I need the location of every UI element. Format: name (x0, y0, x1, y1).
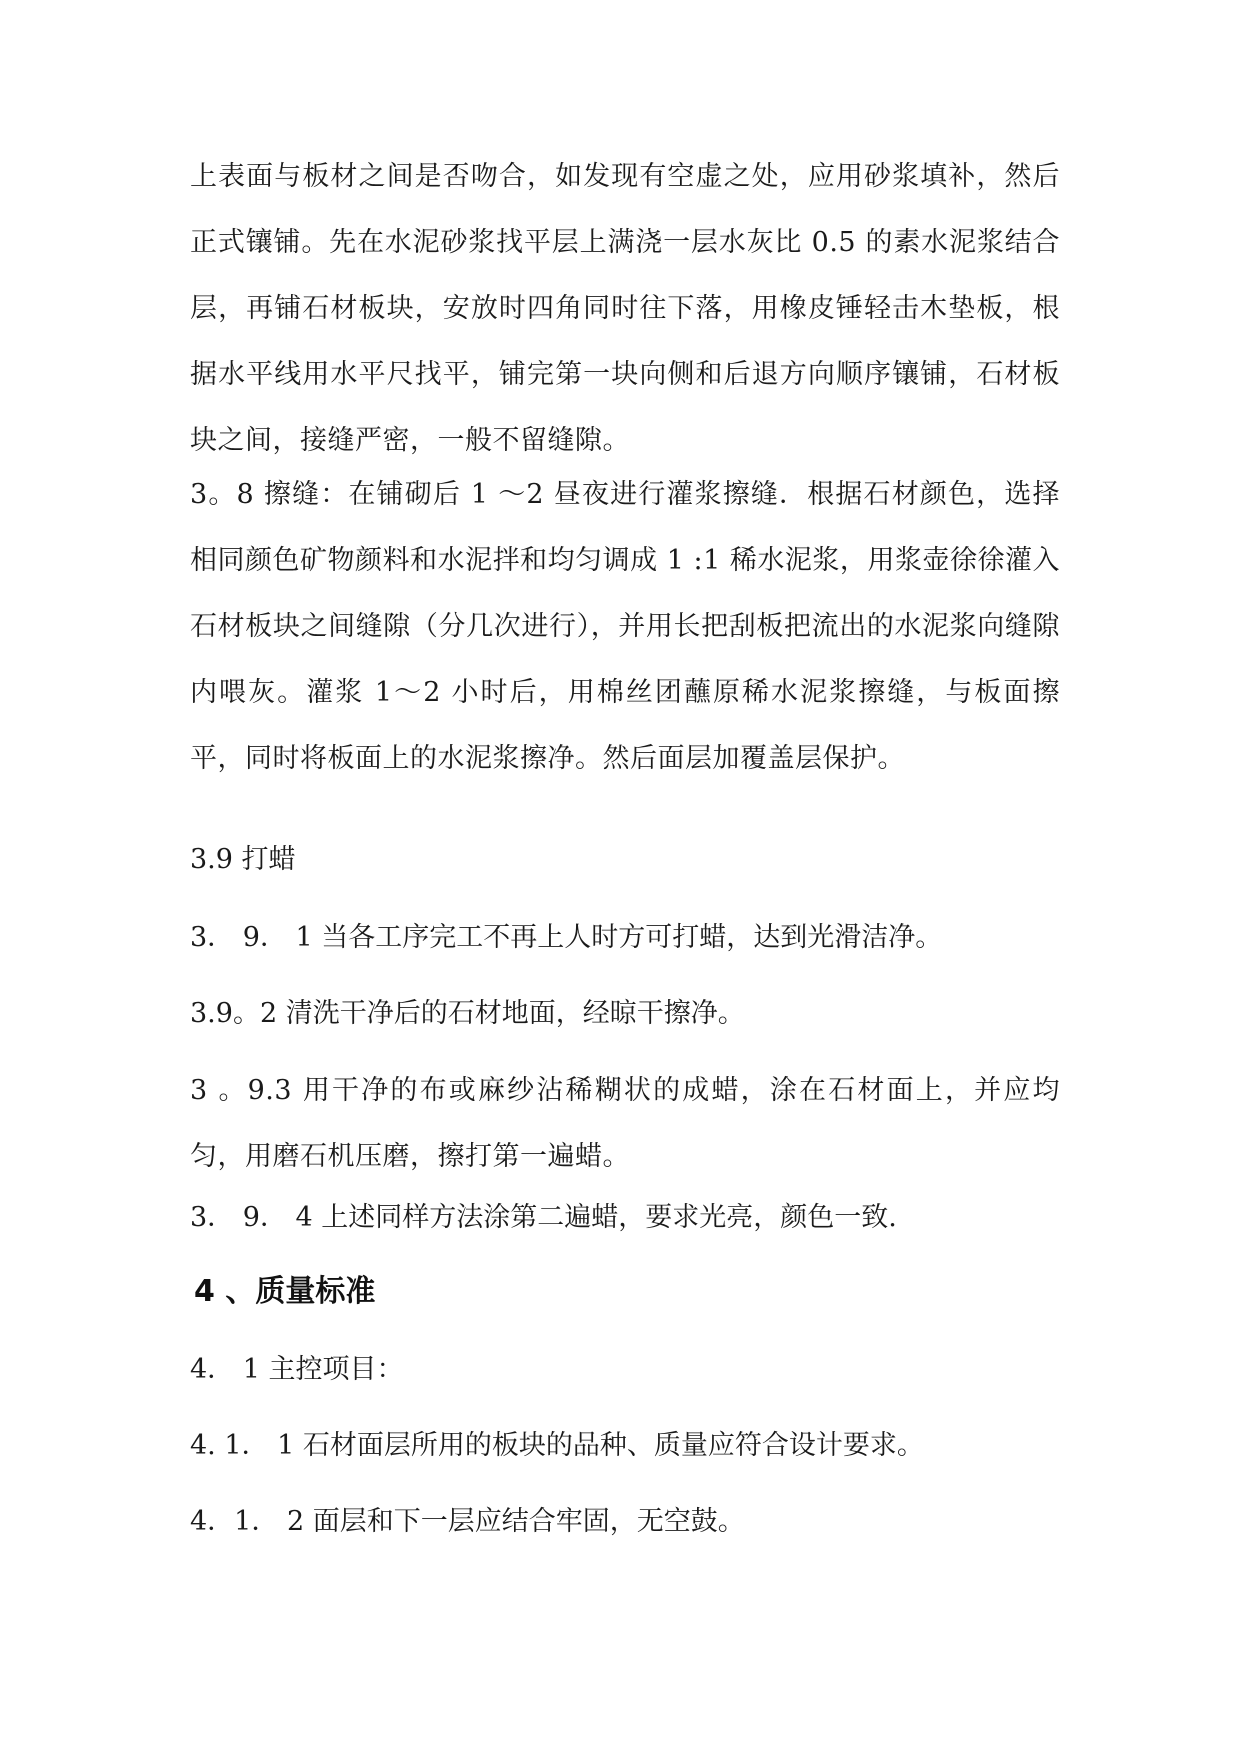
paragraph-3-9-4: 3． 9． 4 上述同样方法涂第二遍蜡，要求光亮，颜色一致. (190, 1202, 897, 1233)
paragraph-3-9-1: 3． 9． 1 当各工序完工不再上人时方可打蜡，达到光滑洁净。 (190, 922, 943, 953)
paragraph-paving-procedure: 上表面与板材之间是否吻合，如发现有空虚之处，应用砂浆填补，然后正式镶铺。先在水泥砂浆找平层上满浇一层水灰比 0.5 的素水泥浆结合层，再铺石材板块，安放时四角同时往下落，用橡皮锤轻击木垫板，根据水平线用水平尺找平，铺完第一块向侧和后退方向顺序镶铺，石材板块之间，接缝严密，一般不留缝隙。 (190, 161, 1060, 456)
heading-4-1-main-control-items: 4． 1 主控项目： (190, 1354, 404, 1385)
heading-3-9-waxing: 3.9 打蜡 (190, 844, 296, 875)
section-heading-quality-standard: 4 、质量标准 (194, 1274, 376, 1309)
paragraph-3-9-3: 3 。9.3 用干净的布或麻纱沾稀糊状的成蜡，涂在石材面上，并应均匀，用磨石机压磨，擦打第一遍蜡。 (190, 1075, 1060, 1172)
paragraph-4-1-2: 4．1． 2 面层和下一层应结合牢固，无空鼓。 (190, 1506, 745, 1537)
paragraph-3-9-2: 3.9。2 清洗干净后的石材地面，经晾干擦净。 (190, 998, 745, 1029)
paragraph-3-8-grouting: 3。8 擦缝：在铺砌后 1 ～2 昼夜进行灌浆擦缝．根据石材颜色，选择相同颜色矿物颜料和水泥拌和均匀调成 1 :1 稀水泥浆，用浆壶徐徐灌入石材板块之间缝隙（分几次进行），并用长把刮板把流出的水泥浆向缝隙内喂灰。灌浆 1～2 小时后，用棉丝团蘸原稀水泥浆擦缝，与板面擦平，同时将板面上的水泥浆擦净。然后面层加覆盖层保护。 (190, 479, 1060, 774)
paragraph-4-1-1: 4. 1． 1 石材面层所用的板块的品种、质量应符合设计要求。 (190, 1430, 924, 1461)
